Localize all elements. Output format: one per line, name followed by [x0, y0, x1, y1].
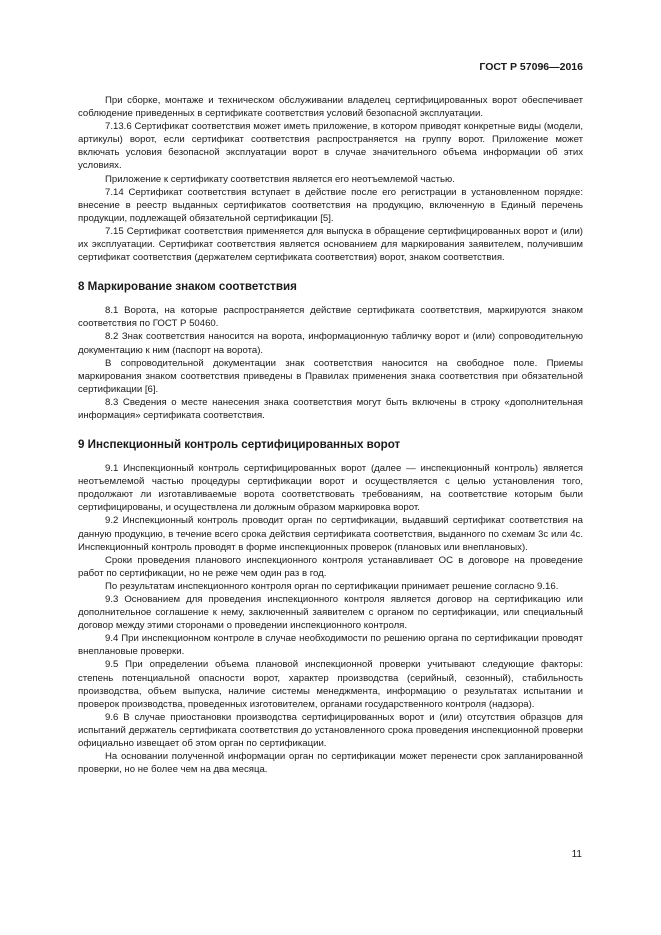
- page-body: [78, 94, 583, 776]
- paragraph: 8.3 Сведения о месте нанесения знака соответствия могут быть включены в строку «дополнительная информация» сертификата соответствия.: [78, 396, 583, 421]
- paragraph: Приложение к сертификату соответствия является его неотъемлемой частью.: [105, 173, 455, 185]
- paragraph: 9.2 Инспекционный контроль проводит орган по сертификации, выдавший сертификат соответствия на данную продукцию, в течение всего срока действия сертификата соответствия, выданного по схемам 3с или 4с. Инспекционный контроль проводят в форме инспекционных проверок (плановых или внеплановых).: [78, 515, 583, 553]
- section-heading-9: 9 Инспекционный контроль сертифицированных ворот: [78, 438, 401, 452]
- paragraph: 7.14 Сертификат соответствия вступает в действие после его регистрации в установленном порядке: внесение в реестр выданных сертификатов соответствия на продукцию, включенную в Единый перечень продукции, подлежащей обязательной сертификации [5].: [78, 186, 583, 224]
- page-number: 11: [571, 849, 582, 860]
- paragraph: При сборке, монтаже и техническом обслуживании владелец сертифицированных ворот обеспечивает соблюдение приведенных в сертификате соответствия условий безопасной эксплуатации.: [78, 95, 583, 120]
- paragraph: 9.1 Инспекционный контроль сертифицированных ворот (далее — инспекционный контроль) является неотъемлемой частью процедуры сертификации ворот и осуществляется с целью установления того, продолжают ли изготавливаемые ворота соответствовать требованиям, на соответствие которым были сертифицированы, и осуществлена ли должным образом маркировка ворот.: [78, 463, 583, 514]
- paragraph: По результатам инспекционного контроля орган по сертификации принимает решение согласно 9.16.: [105, 580, 559, 592]
- paragraph: 9.4 При инспекционном контроле в случае необходимости по решению органа по сертификации проводят внеплановые проверки.: [78, 633, 583, 658]
- paragraph: 9.3 Основанием для проведения инспекционного контроля является договор на сертификацию или дополнительное соглашение к нему, заключенный заявителем с органом по сертификации, или специальный договор между этими сторонами о проведении инспекционного контроля.: [78, 594, 583, 632]
- section-heading-8: 8 Маркирование знаком соответствия: [78, 280, 297, 294]
- paragraph: 8.2 Знак соответствия наносится на ворота, информационную табличку ворот и (или) сопроводительную документацию к ним (паспорт на ворота).: [78, 331, 583, 356]
- paragraph: 7.15 Сертификат соответствия применяется для выпуска в обращение сертифицированных ворот и (или) их эксплуатации. Сертификат соответствия является основанием для маркирования заявителем, получившим сертификат соответствия (держателем сертификата соответствия) ворот, знаком соответствия.: [78, 225, 583, 264]
- paragraph: В сопроводительной документации знак соответствия наносится на свободное поле. Приемы маркирования знаком соответствия приведены в Правилах применения знака соответствия при обязательной сертификации [6].: [78, 357, 583, 395]
- paragraph: Сроки проведения планового инспекционного контроля устанавливает ОС в договоре на проведение работ по сертификации, но не реже чем один раз в год.: [78, 554, 583, 579]
- paragraph: 8.1 Ворота, на которые распространяется действие сертификата соответствия, маркируются знаком соответствия по ГОСТ Р 50460.: [78, 305, 583, 330]
- document-code-header: ГОСТ Р 57096—2016: [479, 61, 583, 73]
- paragraph: На основании полученной информации орган по сертификации может перенести срок запланированной проверки, но не более чем на два месяца.: [78, 751, 583, 776]
- paragraph: 9.6 В случае приостановки производства сертифицированных ворот и (или) отсутствия образцов для испытаний держатель сертификата соответствия до установленного срока проведения инспекционной проверки официально извещает об этом орган по сертификации.: [78, 711, 583, 750]
- paragraph: 9.5 При определении объема плановой инспекционной проверки учитывают следующие факторы: степень потенциальной опасности ворот, характер производства (серийный, сезонный), стабильность производства, объем выпуска, наличие системы менеджмента, информацию о результатах испытании и проверок производства, проведенных изготовителем, органами государственного контроля (надзора).: [78, 659, 583, 710]
- paragraph: 7.13.6 Сертификат соответствия может иметь приложение, в котором приводят конкретные виды (модели, артикулы) ворот, если сертификат соответствия распространяется на группу ворот. Приложение может включать условия безопасной эксплуатации ворот в случае значительного объема информации об этих условиях.: [78, 121, 583, 172]
